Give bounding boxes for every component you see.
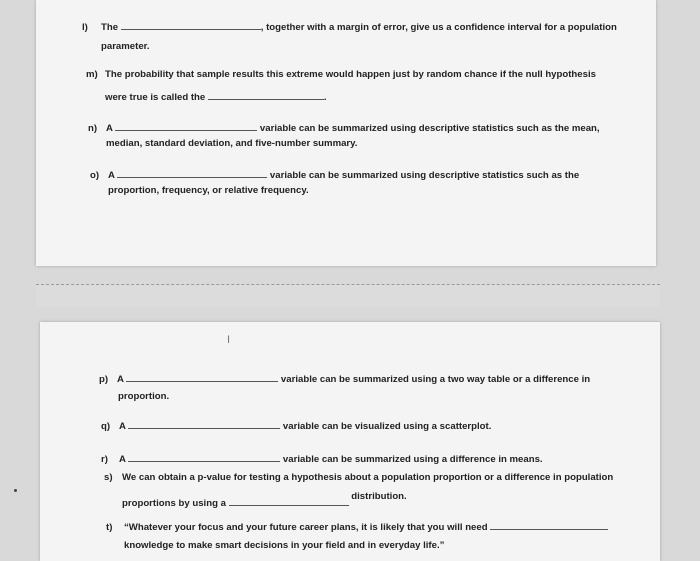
blank-n[interactable] [115,120,257,131]
question-o-cont: proportion, frequency, or relative frequency. [108,185,309,196]
blank-r[interactable] [128,451,280,462]
question-s-cont: proportions by using a distribution. [122,491,407,509]
blank-s[interactable] [229,495,349,506]
blank-o[interactable] [117,167,267,178]
question-t-cont: knowledge to make smart decisions in your field and in everyday life.” [124,540,445,551]
question-n: n) A variable can be summarized using descriptive statistics such as the mean, [88,120,600,135]
question-l-cont: parameter. [101,41,150,52]
blank-q[interactable] [128,418,280,429]
question-m: m) The probability that sample results this extreme would happen just by random chance if the null hypothesis [86,69,596,80]
dust-speck [14,489,17,492]
question-m-cont: were true is called the . [105,89,327,104]
question-p-cont: proportion. [118,391,170,402]
question-l: l) The , together with a margin of error, give us a confidence interval for a population [82,19,617,34]
text-cursor-icon: I [227,334,231,346]
question-q: q) A variable can be visualized using a scatterplot. [101,418,491,433]
question-t: t) “Whatever your focus and your future career plans, it is likely that you will need [106,519,608,534]
question-r: r) A variable can be summarized using a difference in means. [101,451,543,466]
question-o: o) A variable can be summarized using descriptive statistics such as the [90,167,579,182]
blank-m[interactable] [208,89,324,100]
question-p: p) A variable can be summarized using a two way table or a difference in [99,371,590,386]
question-n-cont: median, standard deviation, and five-number summary. [106,138,358,149]
blank-t[interactable] [490,519,608,530]
question-s: s) We can obtain a p-value for testing a hypothesis about a population proportion or a difference in population [104,472,614,483]
page-gap-strip [36,284,660,307]
blank-l[interactable] [121,19,261,30]
blank-p[interactable] [126,371,278,382]
